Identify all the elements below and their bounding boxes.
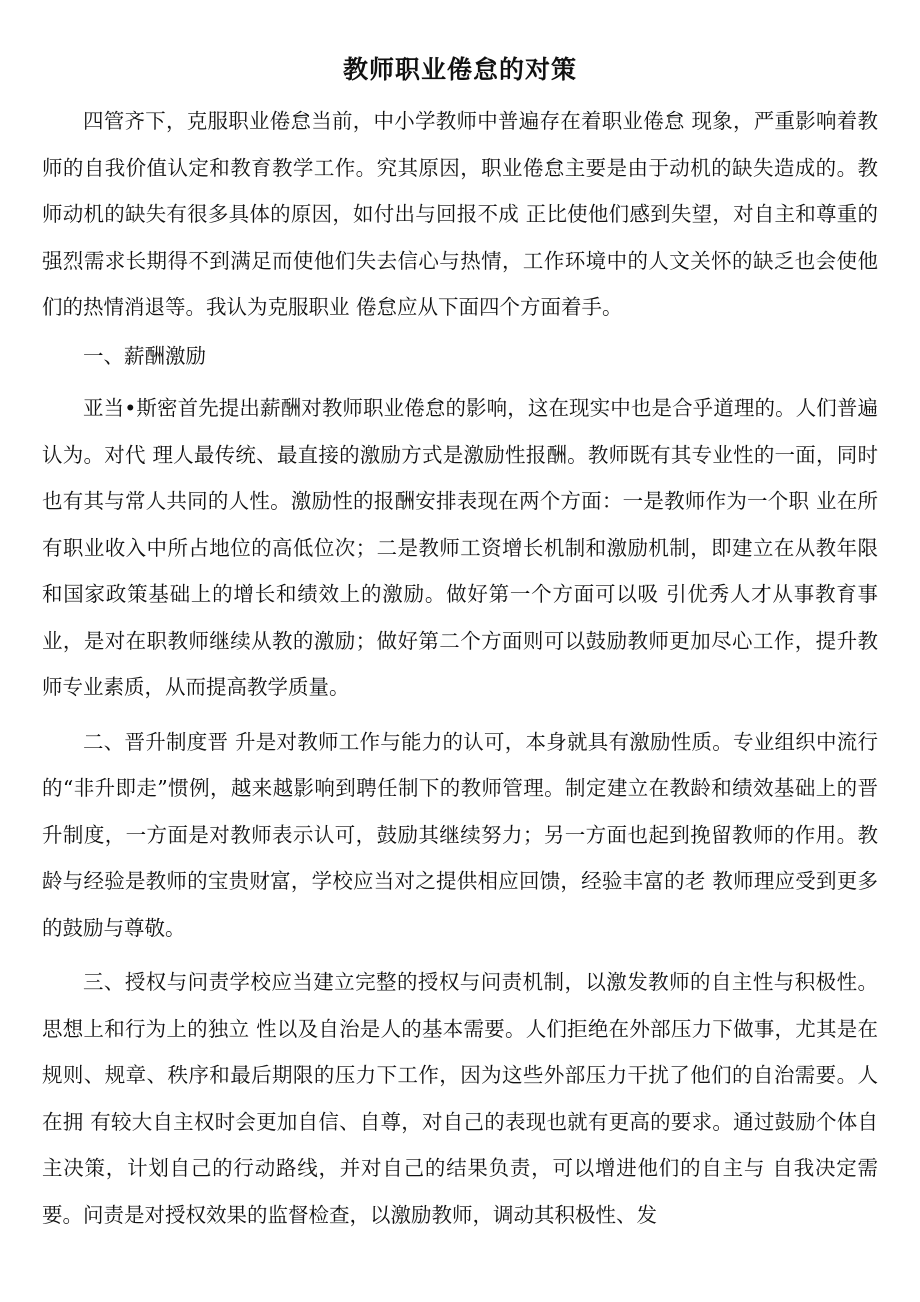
promotion-system-paragraph: 二、晋升制度晋 升是对教师工作与能力的认可，本身就具有激励性质。专业组织中流行的“非升即走”惯例，越来越影响到聘任制下的教师管理。制定建立在教龄和绩效基础上的晋 升制度，一方面是对教师表示认可，鼓励其继续努力；另一方面也起到挽留教师的作用。教龄与经验是教师的宝贵财富，学校应当对之提供相应回馈，经验丰富的老 教师理应受到更多的鼓励与尊敬。: [42, 729, 878, 940]
salary-incentive-paragraph: 亚当•斯密首先提出薪酬对教师职业倦怠的影响，这在现实中也是合乎道理的。人们普遍认为。对代 理人最传统、最直接的激励方式是激励性报酬。教师既有其专业性的一面，同时也有其与常人共同的人性。激励性的报酬安排表现在两个方面：一是教师作为一个职 业在所有职业收入中所占地位的高低位次；二是教师工资增长机制和激励机制，即建立在从教年限和国家政策基础上的增长和绩效上的激励。做好第一个方面可以吸 引优秀人才从事教育事业，是对在职教师继续从教的激励；做好第二个方面则可以鼓励教师更加尽心工作，提升教师专业素质，从而提高教学质量。: [42, 396, 878, 699]
intro-paragraph: 四管齐下，克服职业倦怠当前，中小学教师中普遍存在着职业倦怠 现象，严重影响着教师的自我价值认定和教育教学工作。究其原因，职业倦怠主要是由于动机的缺失造成的。教师动机的缺失有很多具体的原因，如付出与回报不成 正比使他们感到失望，对自主和尊重的强烈需求长期得不到满足而使他们失去信心与热情，工作环境中的人文关怀的缺乏也会使他们的热情消退等。我认为克服职业 倦怠应从下面四个方面着手。: [42, 109, 878, 319]
authorization-accountability-paragraph: 三、授权与问责学校应当建立完整的授权与问责机制，以激发教师的自主性与积极性。思想上和行为上的独立 性以及自治是人的基本需要。人们拒绝在外部压力下做事，尤其是在规则、规章、秩序和最后期限的压力下工作，因为这些外部压力干扰了他们的自治需要。人在拥 有较大自主权时会更加自信、自尊，对自己的表现也就有更高的要求。通过鼓励个体自主决策，计划自己的行动路线，并对自己的结果负责，可以增进他们的自主与 自我决定需要。问责是对授权效果的监督检查，以激励教师，调动其积极性、发: [42, 970, 878, 1227]
document-title: 教师职业倦怠的对策: [342, 55, 577, 84]
section-heading-salary: 一、薪酬激励: [83, 343, 206, 368]
